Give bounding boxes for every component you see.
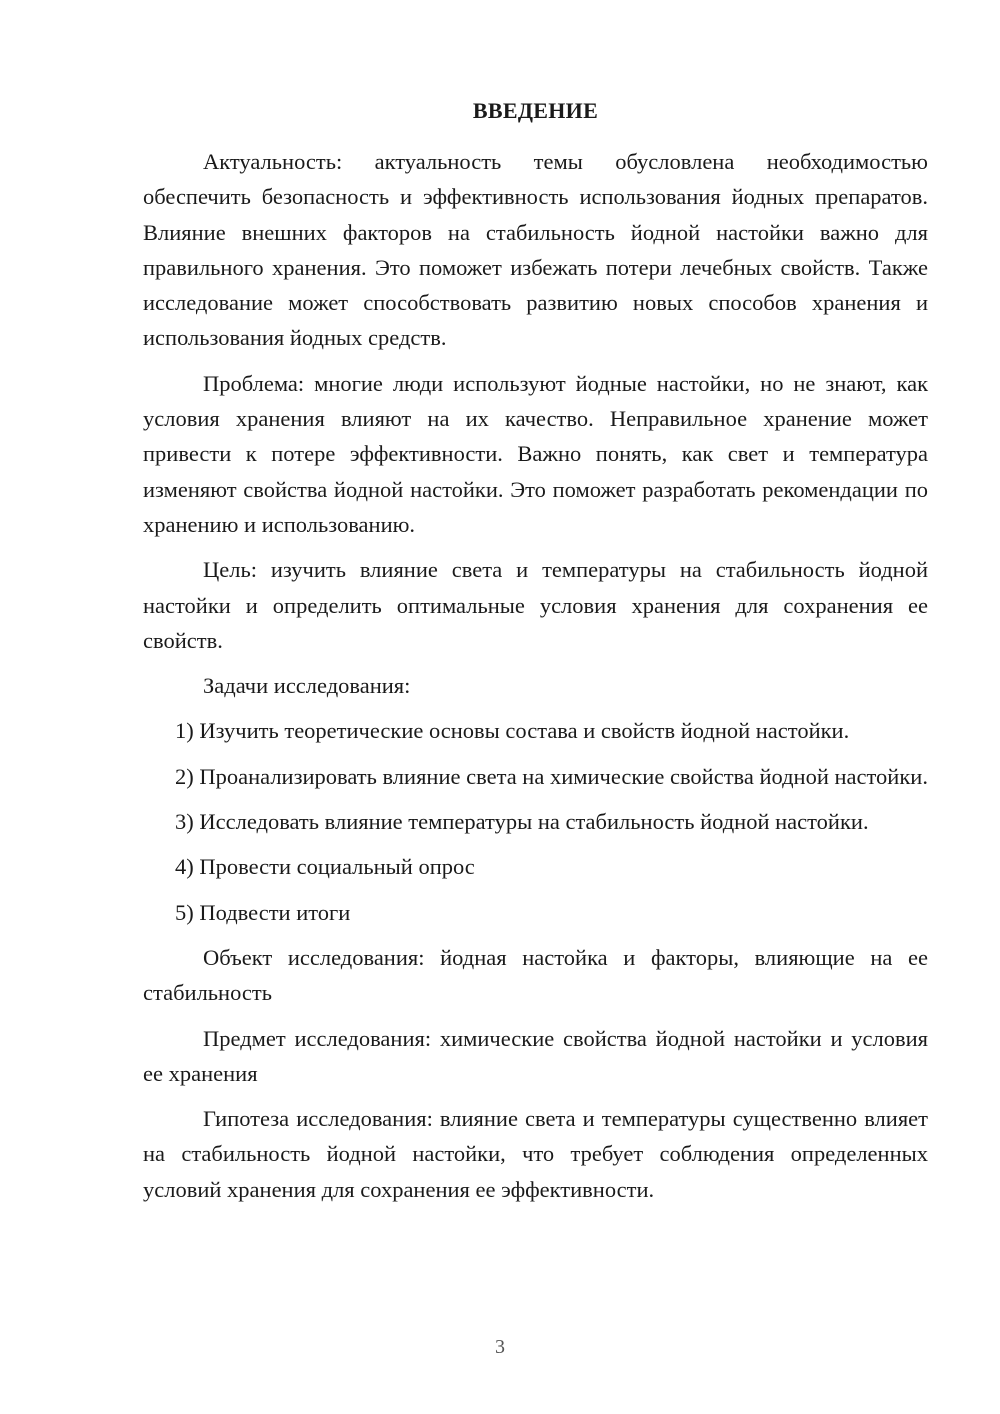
problem-paragraph: Проблема: многие люди используют йодные настойки, но не знают, как условия хранения влияют на их качество. Неправильное хранение может привести к потере эффективности. Важно понять, как свет и температура изменяют свойства йодной настойки. Это поможет разработать рекомендации по хранению и использованию. bbox=[143, 370, 928, 537]
page-number: 3 bbox=[495, 1336, 505, 1358]
goal-paragraph: Цель: изучить влияние света и температуры на стабильность йодной настойки и определить оптимальные условия хранения для сохранения ее свойств. bbox=[143, 557, 928, 653]
list-item: 4) Провести социальный опрос bbox=[175, 854, 475, 880]
tasks-heading: Задачи исследования: bbox=[203, 673, 411, 699]
list-item: 2) Проанализировать влияние света на химические свойства йодной настойки. bbox=[175, 763, 928, 789]
page-title: ВВЕДЕНИЕ bbox=[472, 98, 599, 123]
hypothesis-paragraph: Гипотеза исследования: влияние света и температуры существенно влияет на стабильность йодной настойки, что требует соблюдения определенных условий хранения для сохранения ее эффективности. bbox=[143, 1106, 928, 1202]
list-item: 1) Изучить теоретические основы состава и свойств йодной настойки. bbox=[175, 718, 850, 744]
subject-paragraph: Предмет исследования: химические свойства йодной настойки и условия ее хранения bbox=[143, 1025, 928, 1086]
list-item: 5) Подвести итоги bbox=[175, 899, 351, 925]
document-body bbox=[143, 96, 928, 1217]
object-paragraph: Объект исследования: йодная настойка и факторы, влияющие на ее стабильность bbox=[143, 944, 928, 1006]
tasks-list bbox=[143, 713, 928, 929]
relevance-paragraph: Актуальность: актуальность темы обусловлена необходимостью обеспечить безопасность и эффективность использования йодных препаратов. Влияние внешних факторов на стабильность йодной настойки важно для правильного хранения. Это поможет избежать потери лечебных свойств. Также исследование может способствовать развитию новых способов хранения и использования йодных средств. bbox=[143, 149, 928, 351]
list-item: 3) Исследовать влияние температуры на стабильность йодной настойки. bbox=[175, 809, 869, 835]
